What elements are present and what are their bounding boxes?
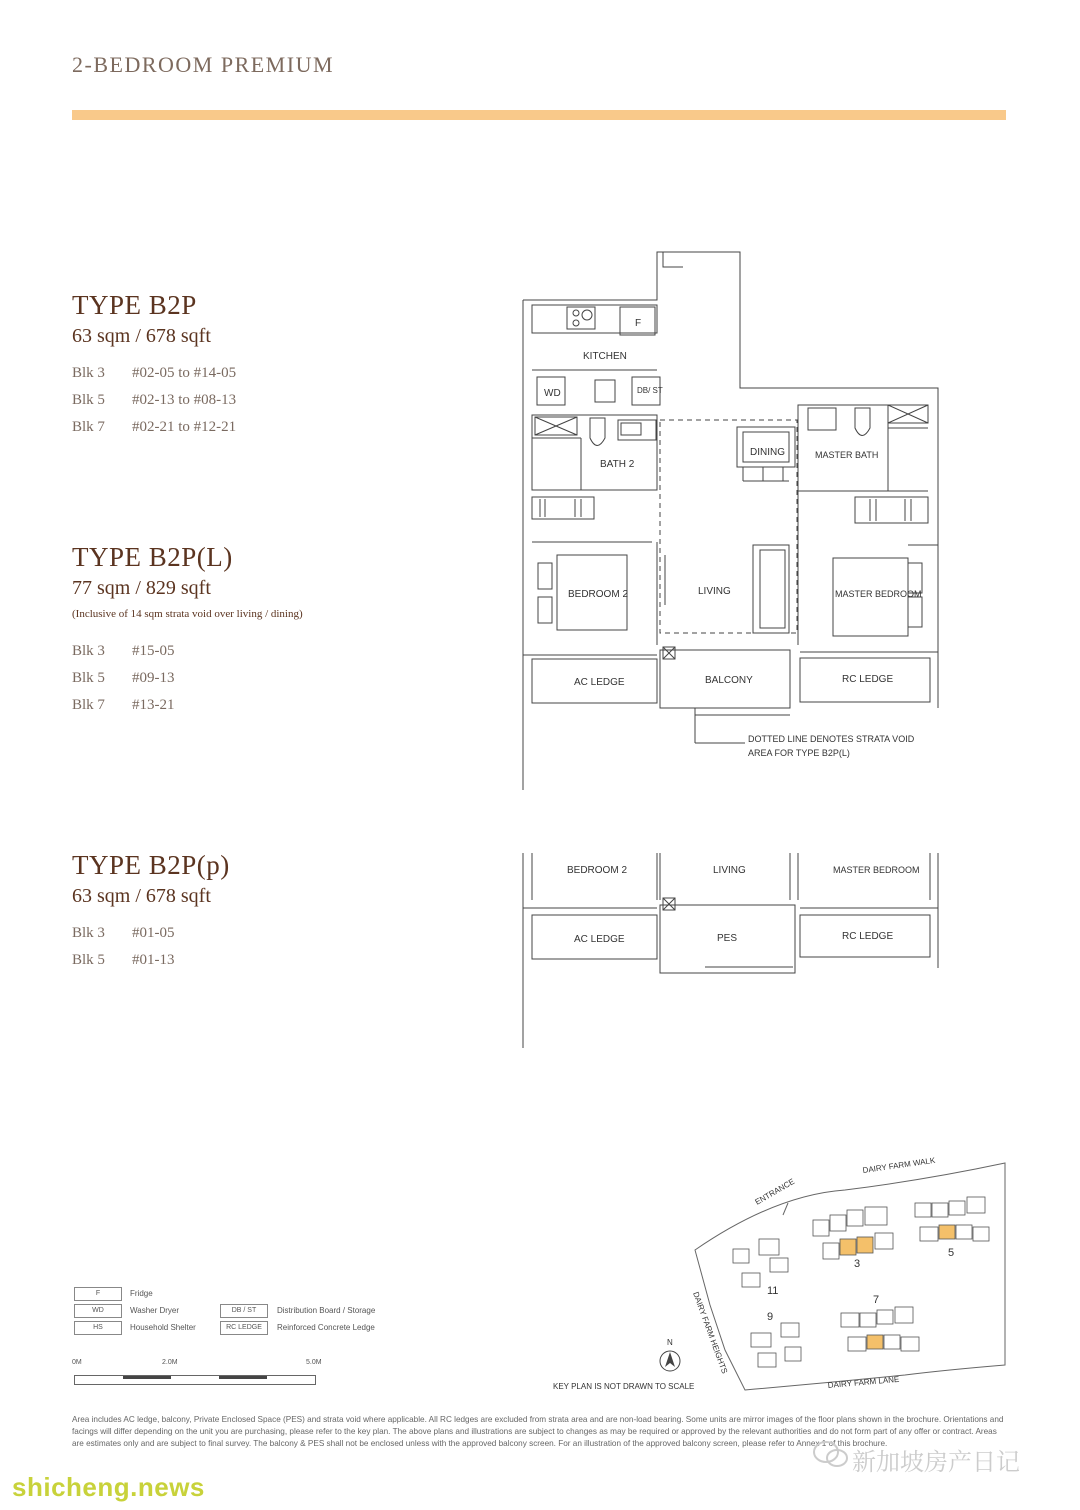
legend xyxy=(72,1285,412,1395)
block-label: 5 xyxy=(948,1247,955,1259)
unit-blk: Blk 7 xyxy=(72,697,105,713)
type-area: 77 sqm / 829 sqft xyxy=(72,577,211,599)
partial-floor-plan xyxy=(515,853,945,1053)
scale-end: 5.0M xyxy=(306,1359,322,1366)
legend-label: Household Shelter xyxy=(130,1323,196,1332)
room-label: DB/ ST xyxy=(637,386,663,395)
room-label: KITCHEN xyxy=(583,351,627,362)
room-label: LIVING xyxy=(713,865,746,876)
unit-blk: Blk 3 xyxy=(72,365,105,381)
type-area: 63 sqm / 678 sqft xyxy=(72,885,211,907)
unit-range: #01-05 xyxy=(132,925,175,941)
legend-label: Fridge xyxy=(130,1289,153,1298)
strata-note: DOTTED LINE DENOTES STRATA VOID xyxy=(748,734,915,744)
road-label: ENTRANCE xyxy=(753,1176,797,1207)
room-label: RC LEDGE xyxy=(842,931,894,942)
room-label: F xyxy=(635,318,642,329)
legend-code: DB / ST xyxy=(220,1304,268,1318)
room-label: LIVING xyxy=(698,586,731,597)
unit-range: #13-21 xyxy=(132,697,175,713)
unit-blk: Blk 3 xyxy=(72,925,105,941)
unit-list xyxy=(72,920,230,974)
unit-row xyxy=(72,947,230,974)
unit-blk: Blk 5 xyxy=(72,670,105,686)
legend-code: WD xyxy=(74,1304,122,1318)
accent-bar xyxy=(72,110,1006,120)
unit-range: #02-13 to #08-13 xyxy=(132,392,237,408)
room-label: MASTER BATH xyxy=(815,450,879,460)
legend-code: F xyxy=(74,1287,122,1301)
disclaimer: Area includes AC ledge, balcony, Private Enclosed Space (PES) and strata void where applicable. All RC ledges are excluded from strata area and are non-load bearing. Some units are mirror images of the floor plans shown in the brochure. Orientations and facings will differ depending on the unit you are purchasing, please refer to the key plan. The above plans and illustrations are subject to changes as may be required or approved by the relevant authorities and do not form part of any offer or contract. Areas are estimates only and are subject to final survey. The balcony & PES shall not be enclosed unless with the approved balcony screen. For an illustration of the approved balcony screen, please refer to Annex 1 of this brochure. xyxy=(72,1415,1004,1448)
legend-label: Washer Dryer xyxy=(130,1306,180,1315)
block-label: 11 xyxy=(767,1285,779,1297)
unit-range: #09-13 xyxy=(132,670,175,686)
legend-code: HS xyxy=(74,1321,122,1335)
unit-blk: Blk 5 xyxy=(72,392,105,408)
block-label: 3 xyxy=(854,1258,861,1270)
room-label: WD xyxy=(544,388,561,399)
room-label: BEDROOM 2 xyxy=(568,589,629,600)
unit-row xyxy=(72,692,303,719)
unit-range: #15-05 xyxy=(132,643,175,659)
room-label: MASTER BEDROOM xyxy=(833,865,920,875)
north-label: N xyxy=(667,1338,673,1347)
type-b2pl-block xyxy=(72,542,303,719)
scale-bar xyxy=(74,1375,316,1385)
type-area: 63 sqm / 678 sqft xyxy=(72,325,211,347)
type-title: TYPE B2P(p) xyxy=(72,850,230,880)
room-label: DINING xyxy=(750,447,785,458)
room-label: PES xyxy=(717,933,738,944)
unit-blk: Blk 7 xyxy=(72,419,105,435)
unit-row xyxy=(72,387,236,414)
key-plan-note: KEY PLAN IS NOT DRAWN TO SCALE xyxy=(553,1382,695,1391)
room-label: AC LEDGE xyxy=(574,934,625,945)
unit-row xyxy=(72,360,236,387)
section-title: 2-BEDROOM PREMIUM xyxy=(72,52,335,77)
unit-list xyxy=(72,638,303,719)
road-label: DAIRY FARM LANE xyxy=(827,1374,900,1390)
unit-blk: Blk 3 xyxy=(72,643,105,659)
room-label: BEDROOM 2 xyxy=(567,865,628,876)
unit-row xyxy=(72,920,230,947)
unit-blk: Blk 5 xyxy=(72,952,105,968)
room-label: MASTER BEDROOM xyxy=(835,589,922,599)
room-label: BATH 2 xyxy=(600,459,635,470)
unit-range: #02-05 to #14-05 xyxy=(132,365,237,381)
room-label: BALCONY xyxy=(705,675,753,686)
unit-row xyxy=(72,665,303,692)
room-label: RC LEDGE xyxy=(842,674,894,685)
unit-row xyxy=(72,414,236,441)
road-label: DAIRY FARM HEIGHTS xyxy=(691,1290,730,1375)
wechat-icon xyxy=(812,1440,850,1470)
legend-label: Distribution Board / Storage xyxy=(277,1306,376,1315)
legend-code: RC LEDGE xyxy=(220,1321,268,1335)
unit-range: #01-13 xyxy=(132,952,175,968)
room-label: AC LEDGE xyxy=(574,677,625,688)
type-b2p-block xyxy=(72,290,236,441)
road-label: DAIRY FARM WALK xyxy=(862,1155,936,1175)
block-label: 9 xyxy=(767,1311,774,1323)
strata-note: AREA FOR TYPE B2P(L) xyxy=(748,748,850,758)
type-title: TYPE B2P(L) xyxy=(72,542,233,572)
block-label: 7 xyxy=(873,1294,880,1306)
unit-range: #02-21 to #12-21 xyxy=(132,419,237,435)
key-plan xyxy=(545,1155,1010,1400)
site-watermark: shicheng.news xyxy=(12,1472,205,1502)
type-note: (Inclusive of 14 sqm strata void over living / dining) xyxy=(72,608,303,620)
scale-zero: 0M xyxy=(72,1359,82,1366)
unit-row xyxy=(72,638,303,665)
unit-list xyxy=(72,360,236,441)
floor-plan xyxy=(515,245,945,795)
account-watermark: 新加坡房产日记 xyxy=(852,1448,1020,1476)
scale-mid: 2.0M xyxy=(162,1359,178,1366)
legend-label: Reinforced Concrete Ledge xyxy=(277,1323,375,1332)
type-title: TYPE B2P xyxy=(72,290,197,320)
type-b2pp-block xyxy=(72,850,230,974)
